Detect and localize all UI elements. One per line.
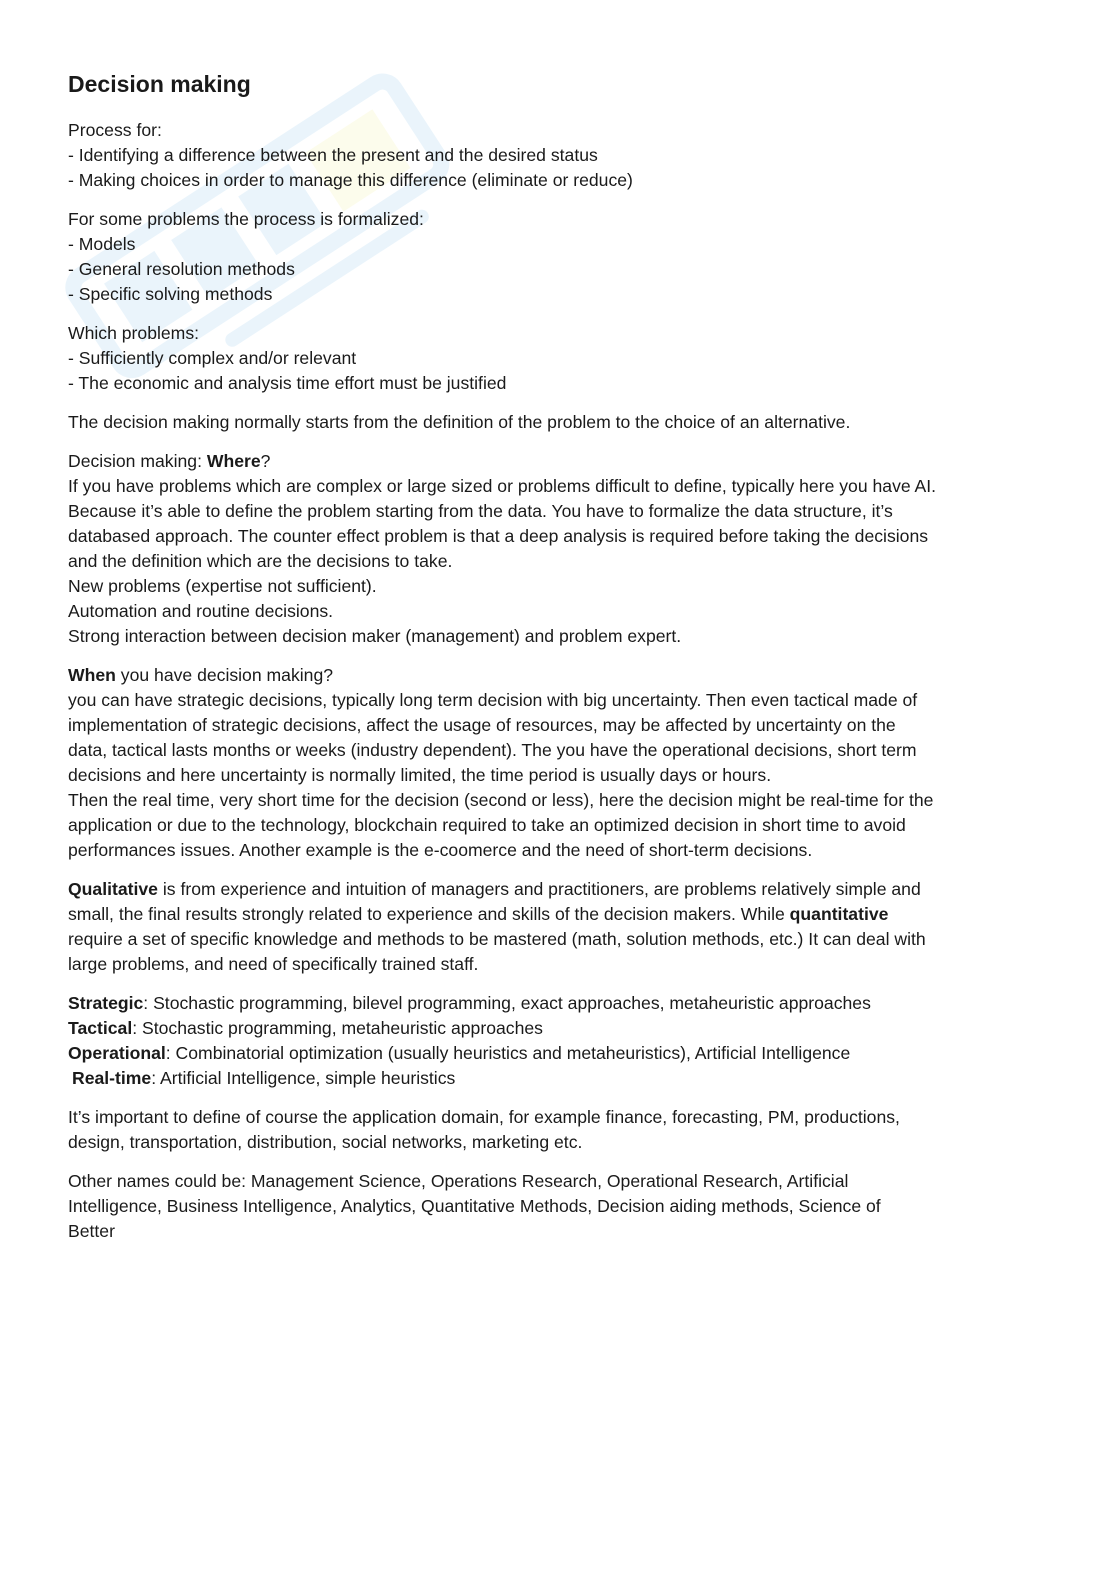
where-line: Because it’s able to define the problem starting from the data. You have to formalize the data structure, it’s (68, 501, 893, 521)
qualitative-line: large problems, and need of specifically trained staff. (68, 954, 479, 974)
page-title: Decision making (68, 71, 251, 97)
where-bold: Where (206, 451, 261, 471)
quantitative-bold: quantitative (789, 904, 889, 924)
when-line: data, tactical lasts months or weeks (industry dependent). The you have the operational decisions, short term (68, 740, 917, 760)
level-operational (68, 1041, 1048, 1066)
level-strategic (68, 991, 1048, 1016)
process-section (68, 118, 1048, 193)
which-item: - The economic and analysis time effort must be justified (68, 373, 507, 393)
formalized-intro: For some problems the process is formalized: (68, 209, 424, 229)
levels-section (68, 991, 1048, 1091)
level-text: : Stochastic programming, metaheuristic approaches (132, 1018, 543, 1038)
which-section (68, 321, 1048, 396)
qualitative-line: require a set of specific knowledge and methods to be mastered (math, solution methods, etc.) It can deal with (68, 929, 926, 949)
where-line: New problems (expertise not sufficient). (68, 576, 377, 596)
which-intro: Which problems: (68, 323, 200, 343)
domain-section (68, 1105, 1048, 1155)
qualitative-bold: Qualitative (68, 879, 158, 899)
process-item: - Identifying a difference between the present and the desired status (68, 145, 598, 165)
other-names-line: Better (68, 1221, 115, 1241)
where-suffix: ? (260, 451, 271, 471)
level-label: Real-time (72, 1068, 152, 1088)
when-suffix: you have decision making? (115, 665, 334, 685)
level-tactical (68, 1016, 1048, 1041)
where-line: Automation and routine decisions. (68, 601, 334, 621)
when-line: implementation of strategic decisions, affect the usage of resources, may be affected by uncertainty on the (68, 715, 896, 735)
qualitative-text: small, the final results strongly related to experience and skills of the decision makers. While (68, 904, 790, 924)
where-line: If you have problems which are complex or large sized or problems difficult to define, typically here you have AI. (68, 476, 937, 496)
level-label: Tactical (68, 1018, 133, 1038)
level-real-time (68, 1066, 1048, 1091)
domain-line: It’s important to define of course the application domain, for example finance, forecasting, PM, productions, (68, 1107, 900, 1127)
where-line: Strong interaction between decision maker (management) and problem expert. (68, 626, 682, 646)
when-line: application or due to the technology, blockchain required to take an optimized decision in short time to avoid (68, 815, 906, 835)
domain-line: design, transportation, distribution, social networks, marketing etc. (68, 1132, 583, 1152)
when-line: Then the real time, very short time for the decision (second or less), here the decision might be real-time for the (68, 790, 934, 810)
other-names-line: Intelligence, Business Intelligence, Analytics, Quantitative Methods, Decision aiding methods, Science of (68, 1196, 881, 1216)
formalized-section (68, 207, 1048, 307)
level-text: : Artificial Intelligence, simple heuristics (151, 1068, 456, 1088)
where-prefix: Decision making: (68, 451, 207, 471)
formalized-item: - Specific solving methods (68, 284, 273, 304)
other-names-section (68, 1169, 1048, 1244)
where-section (68, 449, 1048, 649)
level-text: : Stochastic programming, bilevel programming, exact approaches, metaheuristic approaches (143, 993, 871, 1013)
process-intro: Process for: (68, 120, 162, 140)
qualitative-line (68, 902, 1048, 927)
qualitative-line (68, 877, 1048, 902)
when-line: decisions and here uncertainty is normally limited, the time period is usually days or hours. (68, 765, 772, 785)
level-text: : Combinatorial optimization (usually heuristics and metaheuristics), Artificial Intelligence (165, 1043, 851, 1063)
level-label: Operational (68, 1043, 166, 1063)
when-line: performances issues. Another example is the e-coomerce and the need of short-term decisions. (68, 840, 813, 860)
where-line: and the definition which are the decisions to take. (68, 551, 453, 571)
process-item: - Making choices in order to manage this difference (eliminate or reduce) (68, 170, 633, 190)
when-section (68, 663, 1048, 863)
where-heading (68, 449, 1048, 474)
level-label: Strategic (68, 993, 144, 1013)
formalized-item: - Models (68, 234, 136, 254)
start-sentence: The decision making normally starts from the definition of the problem to the choice of an alternative. (68, 412, 851, 432)
which-item: - Sufficiently complex and/or relevant (68, 348, 357, 368)
qualitative-text: is from experience and intuition of managers and practitioners, are problems relatively simple and (157, 879, 921, 899)
other-names-line: Other names could be: Management Science, Operations Research, Operational Research, Artificial (68, 1171, 849, 1191)
when-line: you can have strategic decisions, typically long term decision with big uncertainty. Then even tactical made of (68, 690, 918, 710)
formalized-item: - General resolution methods (68, 259, 295, 279)
where-line: databased approach. The counter effect problem is that a deep analysis is required before taking the decisions (68, 526, 929, 546)
document-page (68, 70, 1048, 1258)
when-bold: When (68, 665, 116, 685)
when-heading (68, 663, 1048, 688)
qualitative-section (68, 877, 1048, 977)
